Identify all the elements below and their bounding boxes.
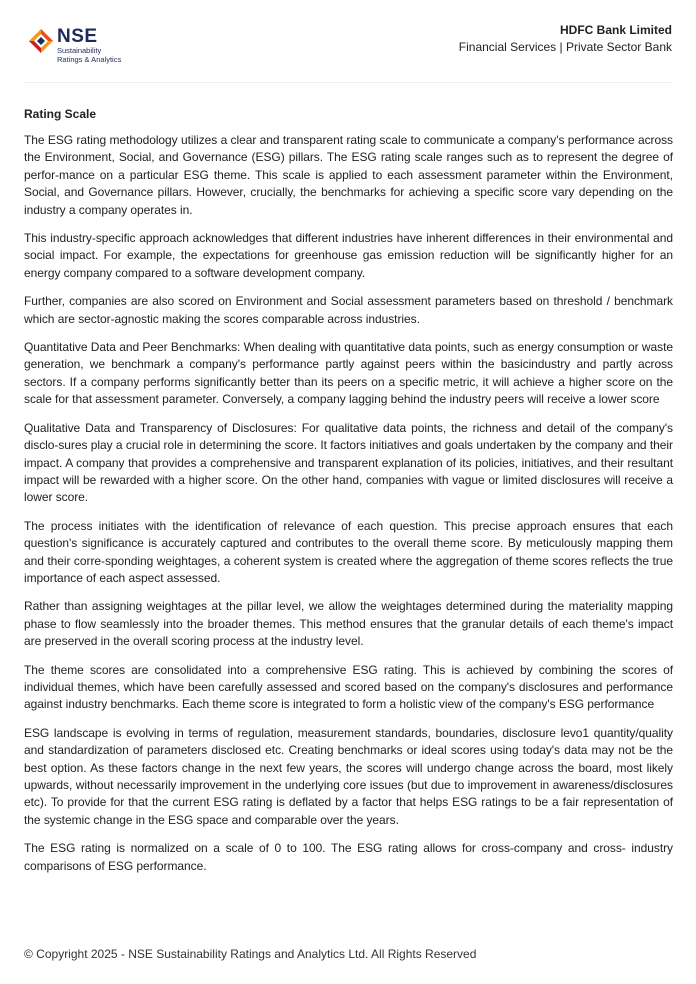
paragraph: This industry-specific approach acknowledges that different industries have inherent differences in their environmental and social impact. For example, the expectations for greenhouse gas emission reduction will be significantly higher for an energy company compared to a software development company. [24, 231, 673, 280]
paragraph: The ESG rating methodology utilizes a clear and transparent rating scale to communicate a company's performance across the Environment, Social, and Governance (ESG) pillars. The ESG rating scale ranges such as to represent the degree of perfor-mance on a particular ESG theme. This scale is applied to each assessment parameter within the Environment, Social, and Governance pillars. However, crucially, the benchmarks for achieving a specific score vary depending on the industry a company operates in. [24, 133, 673, 217]
paragraph: Rather than assigning weightages at the pillar level, we allow the weightages determined during the materiality mapping phase to flow seamlessly into the broader themes. This method ensures that the granular details of each theme's impact are preserved in the overall scoring process at the industry level. [24, 599, 673, 649]
company-sector: Financial Services | Private Sector Bank [458, 40, 672, 54]
logo-subtitle-line2: Ratings & Analytics [57, 54, 122, 64]
page-header [0, 0, 696, 82]
logo-subtitle-line1: Sustainability [57, 46, 102, 55]
footer-copyright: © Copyright 2025 - NSE Sustainability Ratings and Analytics Ltd. All Rights Reserved [24, 947, 477, 961]
paragraph: ESG landscape is evolving in terms of regulation, measurement standards, boundaries, disclosure levo1 quantity/quality and standardization of parameters disclosed etc. Creating benchmarks or ideal scores using today's data may not be the best option. As these factors change in the next few years, the scores will undergo change across the board, most likely upwards, without necessarily improvement in the underlying core issues (but due to improvement in awareness/disclosures etc). To provide for that the current ESG rating is deflated by a factor that helps ESG ratings to be a fair representation of the systemic change in the ESG space and comparable over the years. [24, 725, 673, 827]
nse-logo-icon [28, 28, 54, 54]
logo-wordmark: NSE [57, 26, 98, 47]
logo-subtitle [57, 47, 167, 64]
nse-logo [28, 26, 168, 70]
paragraph: The theme scores are consolidated into a comprehensive ESG rating. This is achieved by combining the scores of individual themes, which have been carefully assessed and scored based on the company's disclosures and performance against industry benchmarks. Each theme score is integrated to form a holistic view of the company's ESG performance [24, 662, 673, 712]
paragraph: Qualitative Data and Transparency of Disclosures: For qualitative data points, the richness and detail of the company's disclo-sures play a crucial role in determining the score. It factors initiatives and goals undertaken by the company and their impact. A company that provides a comprehensive and transparent explanation of its policies, initiatives, and their resultant impact will be rewarded with a higher score. On the other hand, companies with vague or limited disclosures will receive a lower score. [24, 420, 673, 505]
main-content [24, 106, 673, 886]
paragraph: The ESG rating is normalized on a scale of 0 to 100. The ESG rating allows for cross-company and cross- industry comparisons of ESG performance. [24, 841, 673, 873]
company-name: HDFC Bank Limited [559, 23, 672, 37]
header-divider [24, 82, 672, 83]
paragraph: Quantitative Data and Peer Benchmarks: When dealing with quantitative data points, such as energy consumption or waste generation, we benchmark a company's performance partly against peers within the basicindustry and partly across sectors. If a company performs significantly better than its peers on a specific metric, it will achieve a higher score on the scale for that assessment parameter. Conversely, a company lagging behind the industry peers will receive a lower score [24, 340, 673, 407]
paragraph: The process initiates with the identification of relevance of each question. This precise approach ensures that each question's significance is accurately captured and contributes to the overall theme score. By meticulously mapping them and their corre-sponding weightages, a coherent system is created where the aggregation of theme scores reflects the true importance of each aspect assessed. [24, 518, 673, 585]
section-title: Rating Scale [24, 107, 97, 121]
paragraph: Further, companies are also scored on Environment and Social assessment parameters based on threshold / benchmark which are sector-agnostic making the scores comparable across industries. [24, 294, 673, 326]
company-info [459, 22, 672, 56]
